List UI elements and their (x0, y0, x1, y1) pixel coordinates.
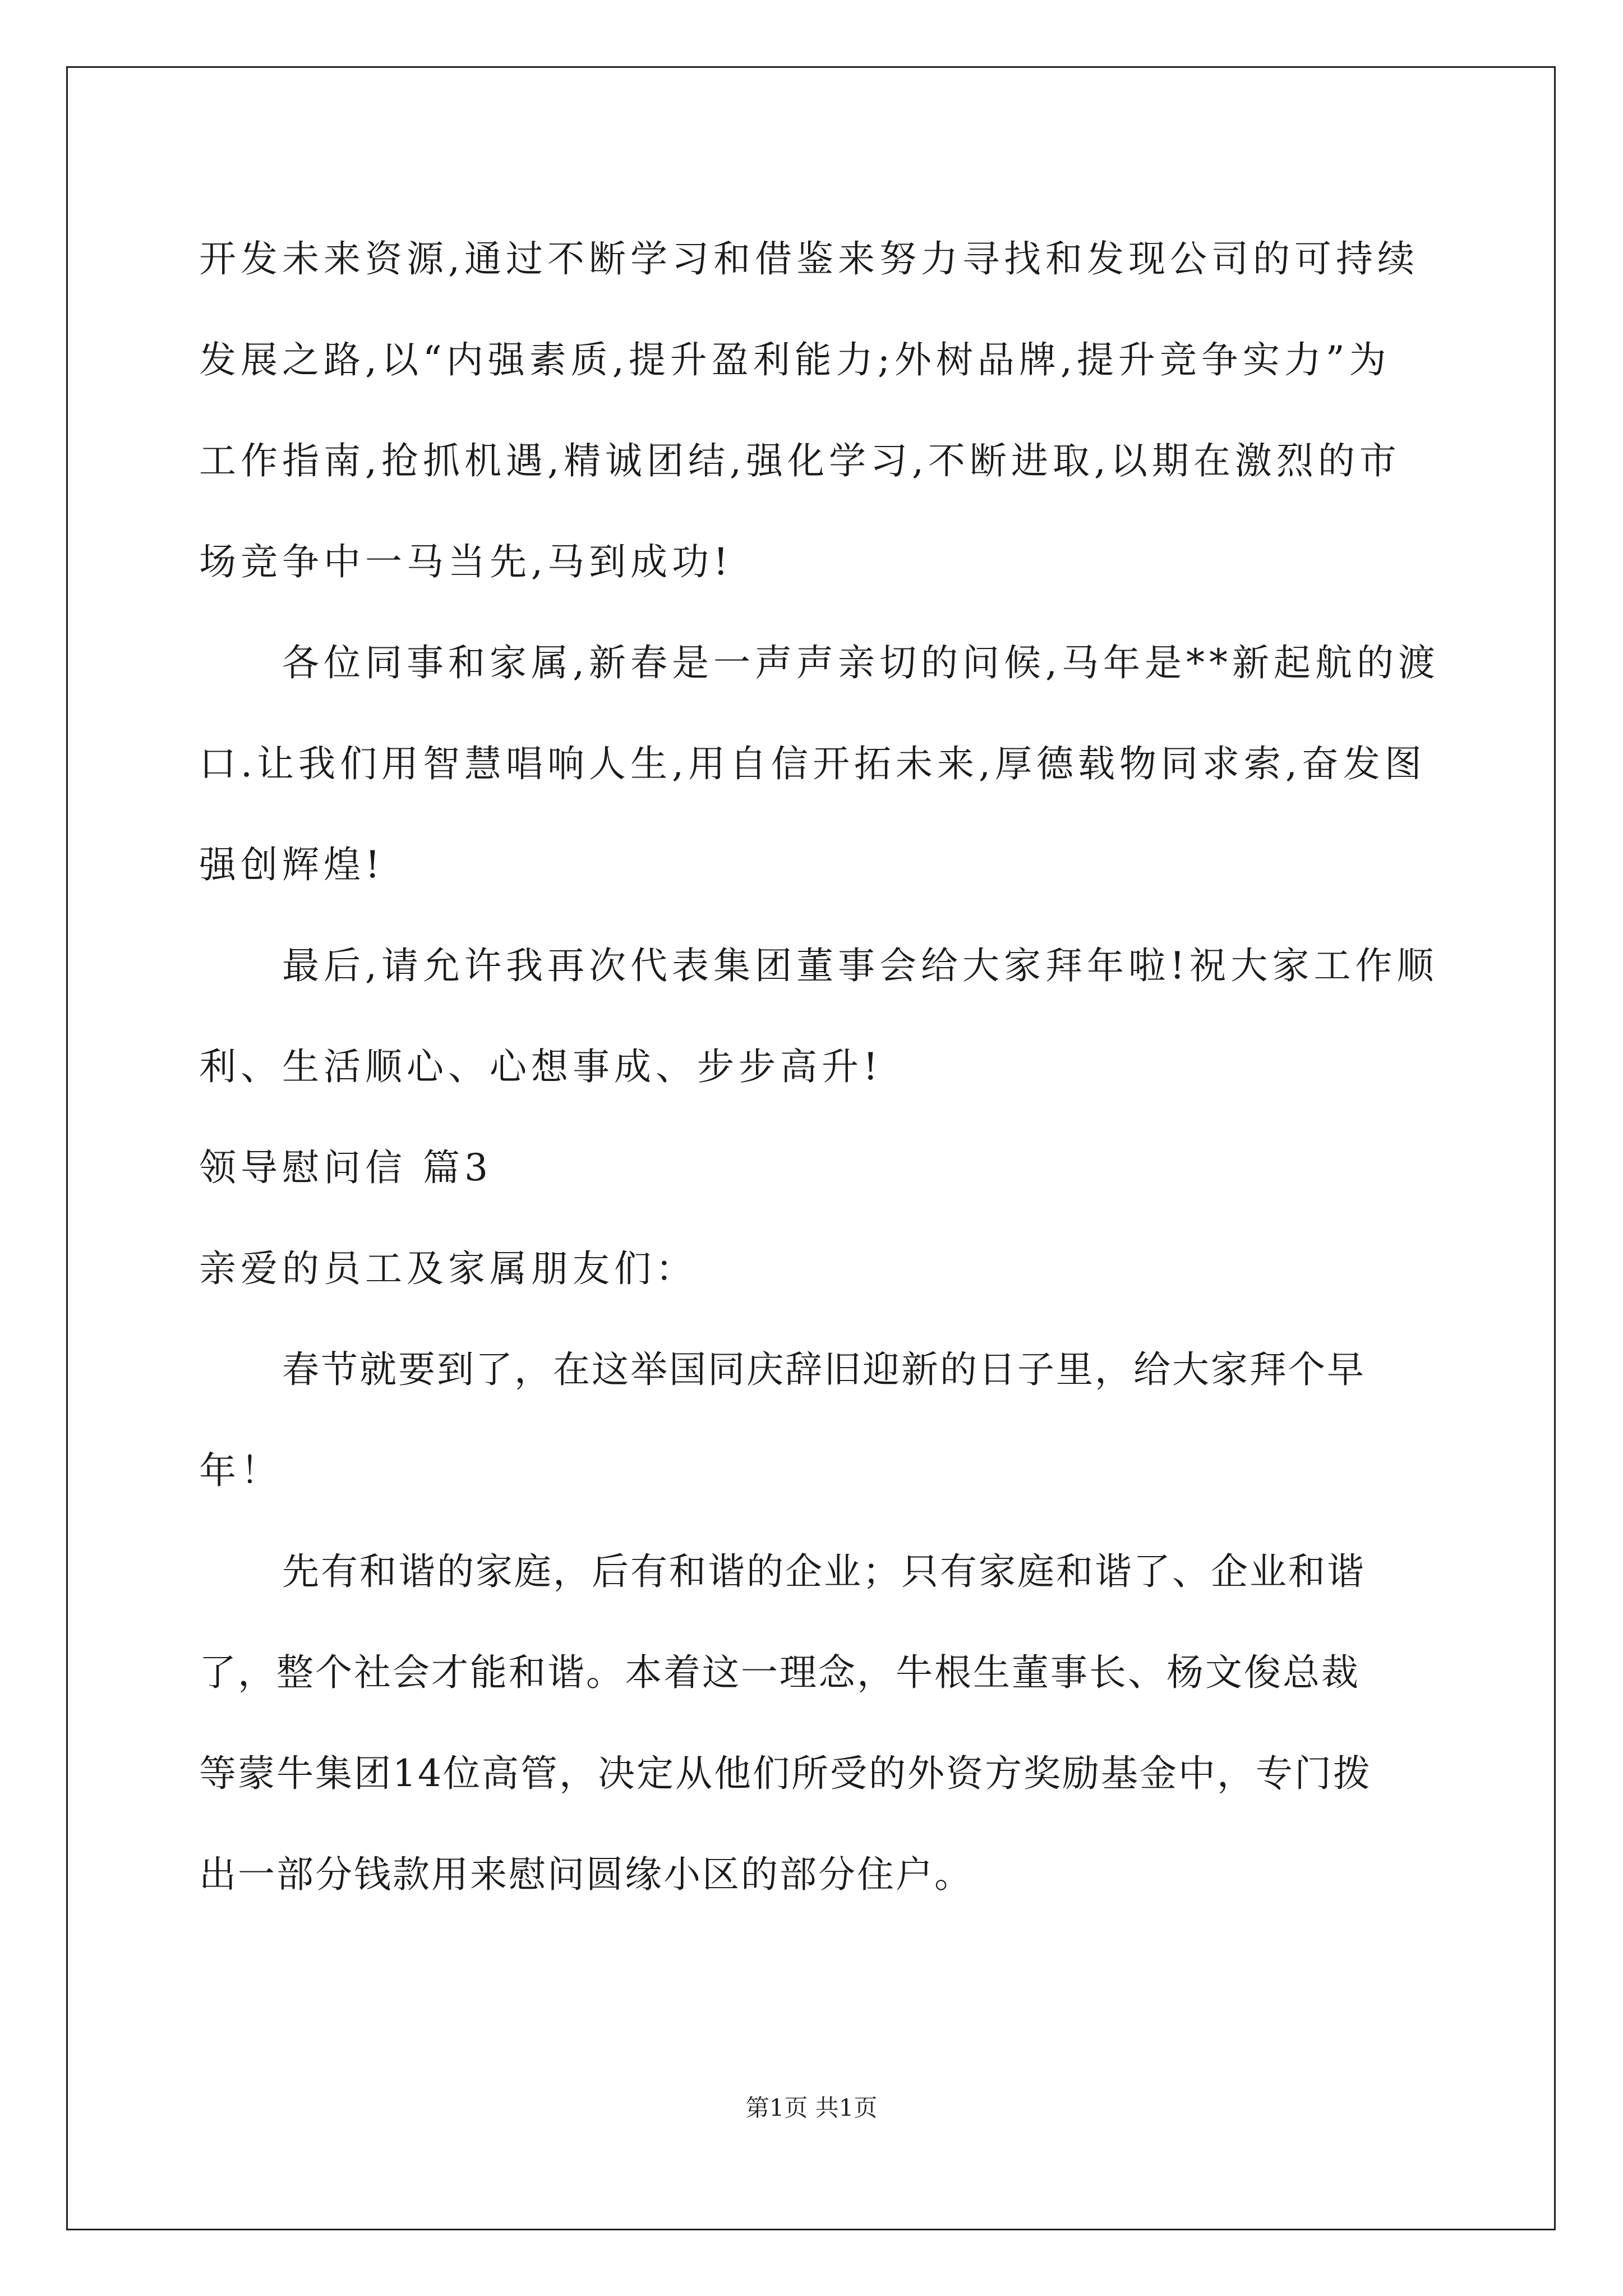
text-line: 口.让我们用智慧唱响人生,用自信开拓未来,厚德载物同求索,奋发图 (199, 742, 1426, 785)
text-line: 年！ (199, 1449, 282, 1492)
text-line: 等蒙牛集团14位高管，决定从他们所受的外资方奖励基金中，专门拨 (199, 1752, 1372, 1795)
text-line: 春节就要到了，在这举国同庆辞旧迎新的日子里，给大家拜个早 (282, 1348, 1366, 1391)
text-line: 了，整个社会才能和谐。本着这一理念，牛根生董事长、杨文俊总裁 (199, 1651, 1360, 1694)
text-line: 开发未来资源,通过不断学习和借鉴来努力寻找和发现公司的可持续 (199, 237, 1419, 280)
page-number: 第1页 共1页 (745, 2094, 878, 2122)
text-line: 最后,请允许我再次代表集团董事会给大家拜年啦!祝大家工作顺 (282, 944, 1438, 987)
text-line: 发展之路,以“内强素质,提升盈利能力;外树品牌,提升竞争实力”为 (199, 338, 1391, 381)
text-line: 场竞争中一马当先,马到成功! (199, 540, 733, 583)
text-line: 利、生活顺心、心想事成、步步高升! (199, 1045, 883, 1088)
text-line: 工作指南,抢抓机遇,精诚团结,强化学习,不断进取,以期在激烈的市 (199, 439, 1401, 482)
section-heading: 领导慰问信 篇3 (199, 1146, 492, 1189)
text-line: 出一部分钱款用来慰问圆缘小区的部分住户。 (199, 1853, 973, 1896)
text-line: 先有和谐的家庭，后有和谐的企业；只有家庭和谐了、企业和谐 (282, 1550, 1366, 1593)
text-line: 强创辉煌! (199, 843, 385, 886)
document-body (199, 209, 1440, 1925)
salutation: 亲爱的员工及家属朋友们： (199, 1247, 697, 1290)
text-line: 各位同事和家属,新春是一声声亲切的问候,马年是**新起航的渡 (282, 641, 1440, 684)
